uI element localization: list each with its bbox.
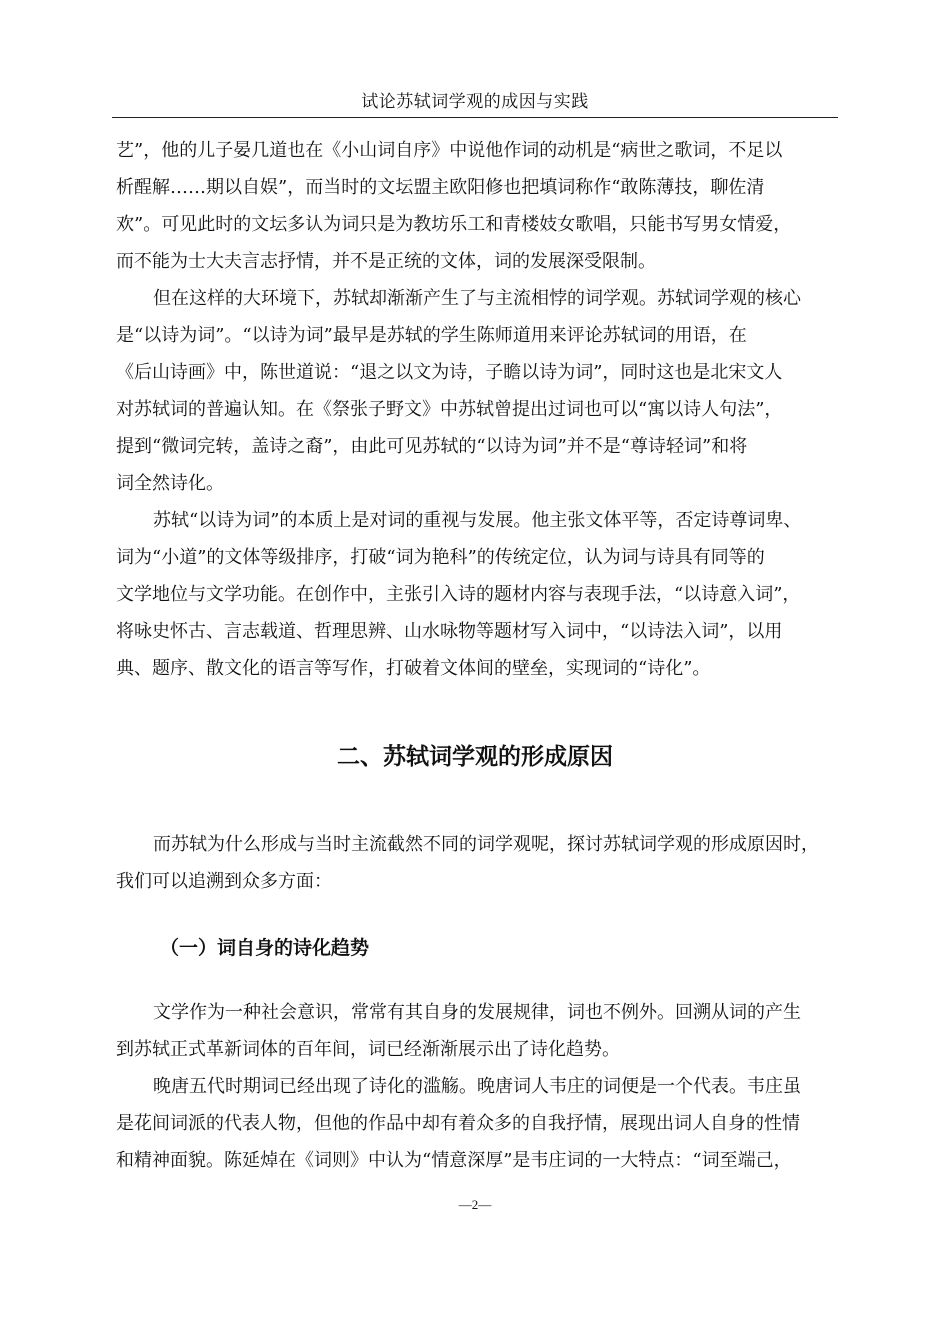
paragraph-1-line-3: 欢”。可见此时的文坛多认为词只是为教坊乐工和青楼妓女歌唱，只能书写男女情爱， [116, 214, 792, 235]
paragraph-5-line-2: 到苏轼正式革新词体的百年间，词已经渐渐展示出了诗化趋势。 [116, 1039, 620, 1060]
subsection-heading: （一）词自身的诗化趋势 [160, 937, 370, 959]
paragraph-6-line-3: 和精神面貌。陈延焯在《词则》中认为“情意深厚”是韦庄词的一大特点：“词至端己， [116, 1150, 792, 1171]
page-number: —2— [458, 1197, 492, 1212]
paragraph-3-line-3: 文学地位与文学功能。在创作中，主张引入诗的题材内容与表现手法，“以诗意入词”， [116, 584, 801, 605]
paragraph-1-line-1: 艺”，他的儿子晏几道也在《小山词自序》中说他作词的动机是“病世之歌词，不足以 [116, 140, 783, 161]
paragraph-3-line-4: 将咏史怀古、言志载道、哲理思辨、山水咏物等题材写入词中，“以诗法入词”，以用 [116, 621, 783, 642]
paragraph-1-line-4: 而不能为士大夫言志抒情，并不是正统的文体，词的发展深受限制。 [116, 251, 656, 272]
paragraph-2-line-2: 是“以诗为词”。“以诗为词”最早是苏轼的学生陈师道用来评论苏轼词的用语，在 [116, 325, 747, 346]
paragraph-2-line-5: 提到“微词完转，盖诗之裔”，由此可见苏轼的“以诗为词”并不是“尊诗轻词”和将 [116, 436, 748, 457]
paragraph-3-line-1: 苏轼“以诗为词”的本质上是对词的重视与发展。他主张文体平等，否定诗尊词卑、 [153, 510, 802, 531]
paragraph-2-line-4: 对苏轼词的普遍认知。在《祭张子野文》中苏轼曾提出过词也可以“寓以诗人句法”， [116, 399, 783, 420]
running-header-title: 试论苏轼词学观的成因与实践 [361, 92, 589, 112]
paragraph-3-line-2: 词为“小道”的文体等级排序，打破“词为艳科”的传统定位，认为词与诗具有同等的 [116, 547, 765, 568]
paragraph-2-line-1: 但在这样的大环境下，苏轼却渐渐产生了与主流相悖的词学观。苏轼词学观的核心 [153, 288, 801, 309]
paragraph-4-line-1: 而苏轼为什么形成与当时主流截然不同的词学观呢，探讨苏轼词学观的形成原因时， [153, 834, 819, 855]
paragraph-2-line-6: 词全然诗化。 [116, 473, 224, 494]
paragraph-6-line-1: 晚唐五代时期词已经出现了诗化的滥觞。晚唐词人韦庄的词便是一个代表。韦庄虽 [153, 1076, 801, 1097]
paragraph-3-line-5: 典、题序、散文化的语言等写作，打破着文体间的壁垒，实现词的“诗化”。 [116, 658, 711, 679]
paragraph-5-line-1: 文学作为一种社会意识，常常有其自身的发展规律，词也不例外。回溯从词的产生 [153, 1002, 801, 1023]
paragraph-4-line-2: 我们可以追溯到众多方面： [116, 871, 332, 892]
header-divider [112, 117, 838, 118]
paragraph-6-line-2: 是花间词派的代表人物，但他的作品中却有着众多的自我抒情，展现出词人自身的性情 [116, 1113, 800, 1134]
paragraph-1-line-2: 析酲解……期以自娱”，而当时的文坛盟主欧阳修也把填词称作“敢陈薄技，聊佐清 [116, 177, 765, 198]
section-heading: 二、苏轼词学观的形成原因 [337, 744, 613, 770]
paragraph-2-line-3: 《后山诗画》中，陈世道说：“退之以文为诗，子瞻以诗为词”，同时这也是北宋文人 [116, 362, 783, 383]
